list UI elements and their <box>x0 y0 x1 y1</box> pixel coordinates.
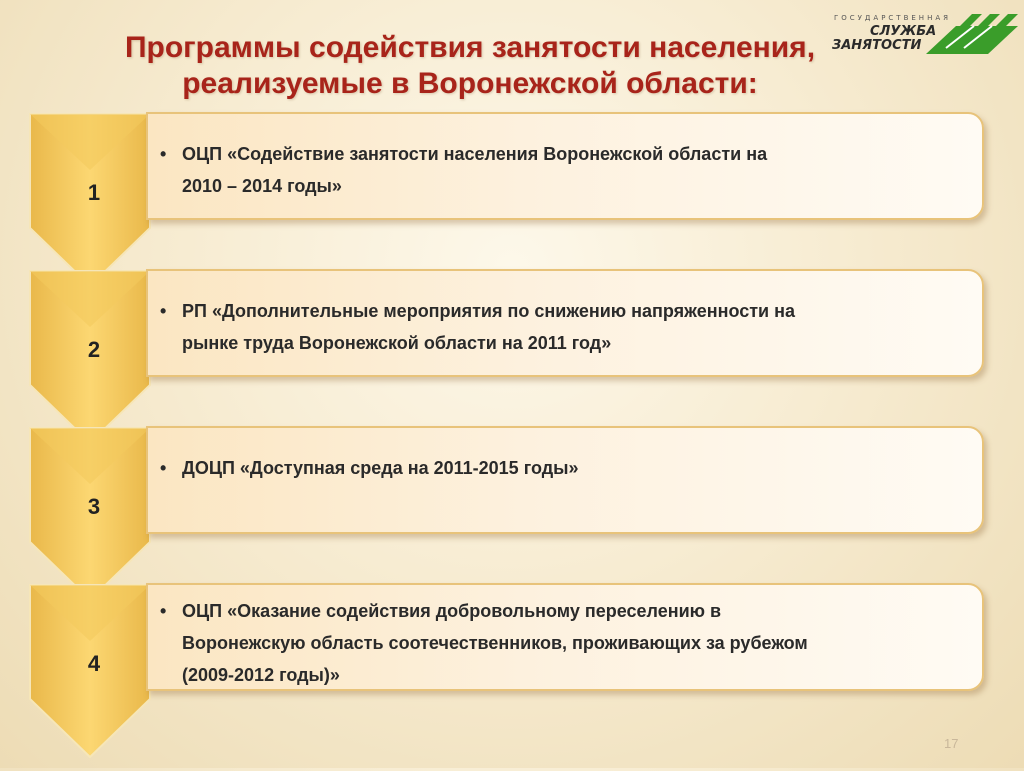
bullet-icon: • <box>160 144 167 164</box>
logo-emblem-icon <box>926 12 1020 56</box>
program-box <box>146 269 984 377</box>
logo-line-2: ЗАНЯТОСТИ <box>832 38 922 53</box>
program-text <box>160 295 962 359</box>
program-text-line: РП «Дополнительные мероприятия по снижению напряженности на <box>182 301 795 321</box>
program-text-line: (2009-2012 годы)» <box>182 665 340 685</box>
program-text-line: ОЦП «Оказание содействия добровольному переселению в <box>182 601 722 621</box>
program-number: 4 <box>87 651 101 676</box>
program-box <box>146 426 984 534</box>
title-line-1: Программы содействия занятости населения, <box>124 31 816 64</box>
program-text <box>160 138 962 202</box>
title-line-2: реализуемые в Воронежской области: <box>182 67 758 100</box>
program-number: 2 <box>87 337 101 362</box>
bullet-icon: • <box>160 301 167 321</box>
program-text-line: ОЦП «Содействие занятости населения Воронежской области на <box>182 144 768 164</box>
program-text <box>160 595 962 691</box>
program-box <box>146 112 984 220</box>
employment-service-logo <box>826 12 1022 56</box>
bullet-icon: • <box>160 458 167 478</box>
logo-line-1: СЛУЖБА <box>870 24 937 39</box>
program-text-line: Воронежскую область соотечественников, проживающих за рубежом <box>182 633 808 653</box>
program-number: 1 <box>87 180 101 205</box>
program-text <box>160 452 962 484</box>
bullet-icon: • <box>160 601 167 621</box>
program-box <box>146 583 984 691</box>
slide-title <box>60 30 880 102</box>
program-text-line: рынке труда Воронежской области на 2011 год» <box>182 333 612 353</box>
program-number: 3 <box>87 494 101 519</box>
program-item-4 <box>24 581 986 771</box>
page-number: 17 <box>944 736 959 751</box>
logo-top-text: ГОСУДАРСТВЕННАЯ <box>834 14 951 22</box>
program-text-line: ДОЦП «Доступная среда на 2011-2015 годы» <box>182 458 579 478</box>
program-text-line: 2010 – 2014 годы» <box>182 176 342 196</box>
